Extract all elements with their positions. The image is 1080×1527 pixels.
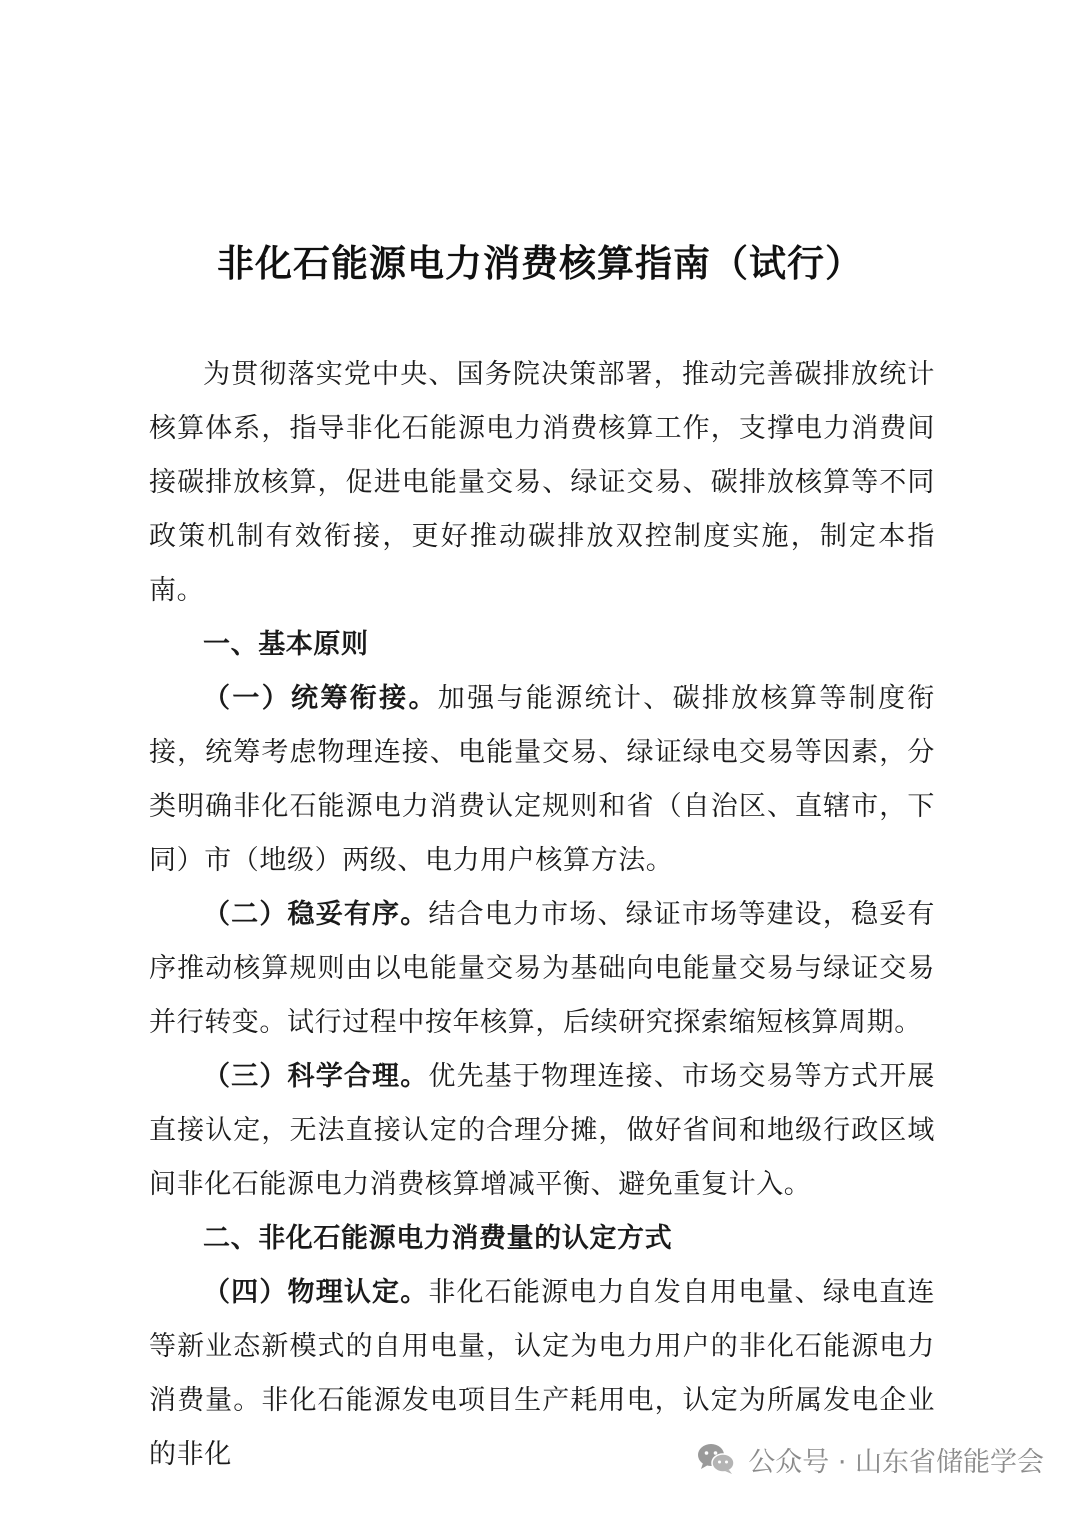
principle-paragraph-2 [149, 888, 935, 1050]
principle-lead-2: （二）稳妥有序。 [203, 899, 429, 930]
principle-text-3: 优先基于物理连接、市场交易等方式开展直接认定，无法直接认定的合理分摊，做好省间和地级行政区域间非化石能源电力消费核算增减平衡、避免重复计入。 [149, 1061, 935, 1200]
identification-lead-1: （四）物理认定。 [203, 1277, 429, 1308]
wechat-icon [696, 1442, 736, 1476]
section-heading-principles: 一、基本原则 [203, 629, 369, 660]
principle-lead-1: （一）统筹衔接。 [203, 683, 438, 714]
principle-text-2: 结合电力市场、绿证市场等建设，稳妥有序推动核算规则由以电能量交易为基础向电能量交易与绿证交易并行转变。试行过程中按年核算，后续研究探索缩短核算周期。 [149, 899, 935, 1038]
principle-paragraph-1 [149, 672, 935, 888]
document-body [149, 348, 935, 1482]
intro-paragraph: 为贯彻落实党中央、国务院决策部署，推动完善碳排放统计核算体系，指导非化石能源电力消费核算工作，支撑电力消费间接碳排放核算，促进电能量交易、绿证交易、碳排放核算等不同政策机制有效衔接，更好推动碳排放双控制度实施，制定本指南。 [149, 359, 935, 606]
document-title: 非化石能源电力消费核算指南（试行） [217, 242, 863, 285]
identification-text-1: 非化石能源电力自发自用电量、绿电直连等新业态新模式的自用电量，认定为电力用户的非化石能源电力消费量。非化石能源发电项目生产耗用电，认定为所属发电企业的非化 [149, 1277, 935, 1470]
principle-text-1: 加强与能源统计、碳排放核算等制度衔接，统筹考虑物理连接、电能量交易、绿证绿电交易等因素，分类明确非化石能源电力消费认定规则和省（自治区、直辖市，下同）市（地级）两级、电力用户核算方法。 [149, 683, 935, 876]
watermark-text: 公众号 · 山东省储能学会 [748, 1446, 1044, 1478]
section-heading-identification: 二、非化石能源电力消费量的认定方式 [203, 1223, 673, 1254]
principle-paragraph-3 [149, 1050, 935, 1212]
watermark [696, 1438, 1044, 1480]
principle-lead-3: （三）科学合理。 [203, 1061, 429, 1092]
